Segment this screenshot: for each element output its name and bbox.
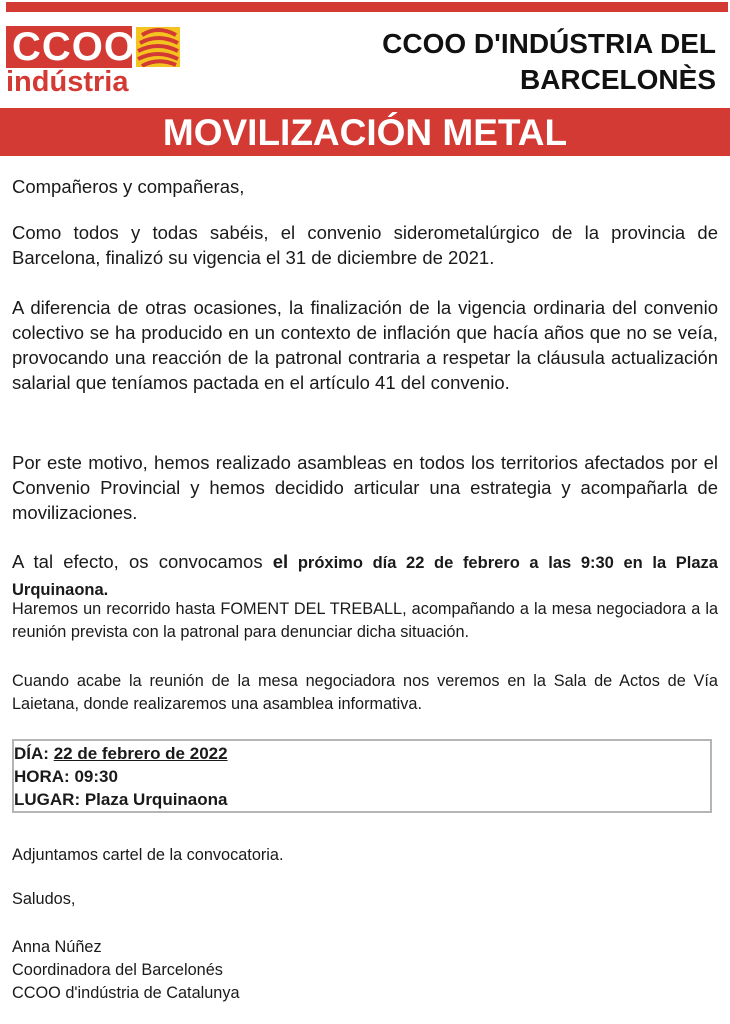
ccoo-logo [6,26,182,100]
p4-lead: A tal efecto, os convocamos [12,551,273,572]
hora-value: 09:30 [74,767,118,786]
signer-name: Anna Núñez [12,938,102,956]
p4-date-place: próximo día 22 de febrero a las 9:30 en la Plaza Urquinaona. [12,554,718,599]
paragraph-5: Haremos un recorrido hasta FOMENT DEL TREBALL, acompañando a la mesa negociadora a la reunión prevista con la patronal para denunciar dicha situación. [12,600,718,641]
dia-value: 22 de febrero de 2022 [53,744,228,763]
paragraph-4 [12,549,718,603]
logo-subtitle: indústria [6,66,129,98]
p4-el: el [272,551,289,572]
hora-label: HORA: [14,767,70,786]
lugar-value: Plaza Urquinaona [84,790,228,809]
signer-org: CCOO d'indústria de Catalunya [12,984,240,1002]
signer-role: Coordinadora del Barcelonés [12,961,223,979]
paragraph-2: A diferencia de otras ocasiones, la finalización de la vigencia ordinaria del convenio colectivo se ha producido en un contexto de inflación que hacía años que no se veía, provocando una reacción de la patronal contraria a respetar la cláusula actualización salarial que teníamos pactada en el artículo 41 del convenio. [12,297,718,393]
dia-label: DÍA: [14,744,49,763]
salutation: Saludos, [12,890,76,908]
attachment-note: Adjuntamos cartel de la convocatoria. [12,846,284,864]
info-dia [14,743,614,765]
paragraph-6: Cuando acabe la reunión de la mesa negociadora nos veremos en la Sala de Actos de Vía Laietana, donde realizaremos una asamblea informativa. [12,672,718,713]
org-name [296,26,716,98]
senyera-flag-icon [136,27,180,67]
paragraph-3: Por este motivo, hemos realizado asambleas en todos los territorios afectados por el Convenio Provincial y hemos decidido articular una estrategia y acompañarla de movilizaciones. [12,452,718,523]
org-name-line1: CCOO D'INDÚSTRIA DEL [382,28,716,59]
org-name-line2: BARCELONÈS [519,64,716,95]
info-hora [14,766,614,788]
logo-letters: CCOO [12,25,136,69]
info-lugar [14,789,614,811]
lugar-label: LUGAR: [14,790,81,809]
paragraph-1: Como todos y todas sabéis, el convenio siderometalúrgico de la provincia de Barcelona, finalizó su vigencia el 31 de diciembre de 2021. [12,222,718,268]
top-rule [6,2,728,12]
banner-title: MOVILIZACIÓN METAL [162,112,568,153]
greeting: Compañeros y compañeras, [12,176,245,197]
